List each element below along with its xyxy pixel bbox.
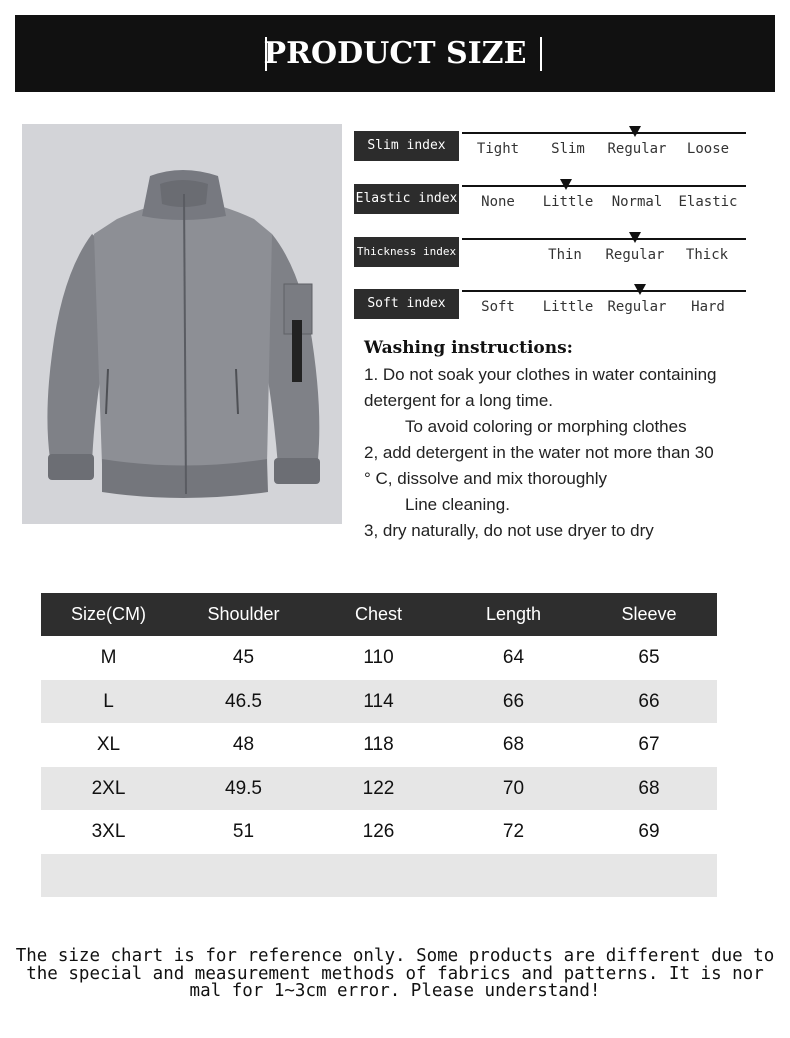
table-cell: 46.5 bbox=[225, 690, 262, 712]
washing-line: Line cleaning. bbox=[405, 495, 510, 514]
elastic-index-row bbox=[354, 184, 754, 224]
slim-index-row bbox=[354, 131, 754, 171]
thickness-index-label: Thickness index bbox=[354, 237, 459, 267]
thickness-index-option: Thin bbox=[548, 247, 582, 263]
thickness-index-scale bbox=[462, 238, 746, 240]
thickness-index-marker bbox=[629, 232, 641, 243]
soft-index-row bbox=[354, 289, 754, 329]
washing-line: 2, add detergent in the water not more than 30 bbox=[364, 443, 714, 462]
table-cell: 118 bbox=[363, 734, 394, 755]
table-cell: 126 bbox=[362, 821, 395, 842]
soft-index-option: Little bbox=[542, 299, 594, 315]
table-row bbox=[41, 680, 717, 724]
table-cell: 51 bbox=[232, 821, 255, 842]
table-row bbox=[41, 810, 717, 854]
table-cell: 70 bbox=[502, 777, 525, 799]
size-note-line: The size chart is for reference only. Some products are different due to bbox=[15, 946, 775, 966]
product-photo bbox=[22, 124, 342, 524]
table-cell: 66 bbox=[502, 690, 525, 712]
slim-index-option: Regular bbox=[607, 141, 667, 157]
slim-index-option: Slim bbox=[551, 141, 585, 157]
table-cell: L bbox=[103, 690, 114, 712]
size-table-header bbox=[41, 593, 717, 636]
thickness-index-row bbox=[354, 237, 754, 277]
soft-index-option: Hard bbox=[691, 299, 725, 315]
table-cell: 67 bbox=[638, 734, 660, 755]
slim-index-option: Loose bbox=[686, 141, 730, 157]
table-cell: 49.5 bbox=[225, 777, 262, 799]
slim-index-option: Tight bbox=[476, 141, 520, 157]
washing-line: 3, dry naturally, do not use dryer to dry bbox=[364, 521, 654, 540]
thickness-index-option: Regular bbox=[605, 247, 665, 263]
elastic-index-option: Elastic bbox=[678, 194, 738, 210]
elastic-index-option: None bbox=[481, 194, 515, 210]
header-banner bbox=[15, 15, 775, 92]
table-cell: 68 bbox=[502, 734, 525, 755]
table-row bbox=[41, 723, 717, 767]
table-row-empty bbox=[41, 854, 717, 898]
elastic-index-marker bbox=[560, 179, 572, 190]
table-cell: 45 bbox=[232, 647, 255, 668]
slim-index-scale bbox=[462, 132, 746, 134]
table-row bbox=[41, 767, 717, 811]
table-cell: XL bbox=[96, 734, 121, 755]
washing-instructions bbox=[364, 338, 774, 544]
table-cell: 66 bbox=[638, 690, 660, 712]
size-note-line: mal for 1~3cm error. Please understand! bbox=[189, 981, 601, 1001]
table-cell: M bbox=[100, 647, 117, 668]
elastic-index-option: Little bbox=[542, 194, 594, 210]
washing-line: To avoid coloring or morphing clothes bbox=[405, 417, 687, 436]
table-cell: 64 bbox=[502, 647, 525, 668]
table-cell: 72 bbox=[502, 821, 525, 842]
table-cell: 2XL bbox=[91, 777, 126, 799]
elastic-index-option: Normal bbox=[611, 194, 663, 210]
slim-index-marker bbox=[629, 126, 641, 137]
table-row bbox=[41, 636, 717, 680]
washing-line: detergent for a long time. bbox=[364, 391, 554, 410]
table-cell: 122 bbox=[362, 777, 395, 799]
column-header-shoulder: Shoulder bbox=[207, 604, 280, 624]
table-cell: 3XL bbox=[91, 821, 126, 842]
table-cell: 65 bbox=[638, 647, 660, 668]
soft-index-option: Regular bbox=[607, 299, 667, 315]
table-cell: 48 bbox=[232, 734, 255, 755]
washing-line: 1. Do not soak your clothes in water containing bbox=[364, 365, 717, 384]
size-note-line: the special and measurement methods of fabrics and patterns. It is nor bbox=[26, 963, 764, 984]
column-header-sleeve: Sleeve bbox=[621, 604, 677, 624]
table-cell: 114 bbox=[363, 690, 394, 712]
size-table bbox=[41, 593, 717, 897]
elastic-index-label: Elastic index bbox=[354, 184, 459, 214]
table-cell: 69 bbox=[638, 821, 660, 842]
elastic-index-scale bbox=[462, 185, 746, 187]
page-title: PRODUCT SIZE bbox=[263, 36, 527, 71]
size-note bbox=[14, 948, 776, 1001]
soft-index-scale bbox=[462, 290, 746, 292]
column-header-length: Length bbox=[485, 604, 542, 624]
table-cell: 68 bbox=[638, 777, 660, 799]
soft-index-option: Soft bbox=[481, 299, 515, 315]
table-cell: 110 bbox=[363, 647, 394, 668]
column-header-size: Size(CM) bbox=[71, 604, 146, 624]
column-header-chest: Chest bbox=[354, 604, 403, 624]
washing-title: Washing instructions: bbox=[364, 338, 573, 358]
soft-index-marker bbox=[634, 284, 646, 295]
thickness-index-option: Thick bbox=[685, 247, 729, 263]
soft-index-label: Soft index bbox=[354, 289, 459, 319]
jacket-image bbox=[22, 124, 342, 524]
slim-index-label: Slim index bbox=[354, 131, 459, 161]
washing-line: ° C, dissolve and mix thoroughly bbox=[364, 469, 608, 488]
header-divider-right bbox=[540, 37, 542, 71]
